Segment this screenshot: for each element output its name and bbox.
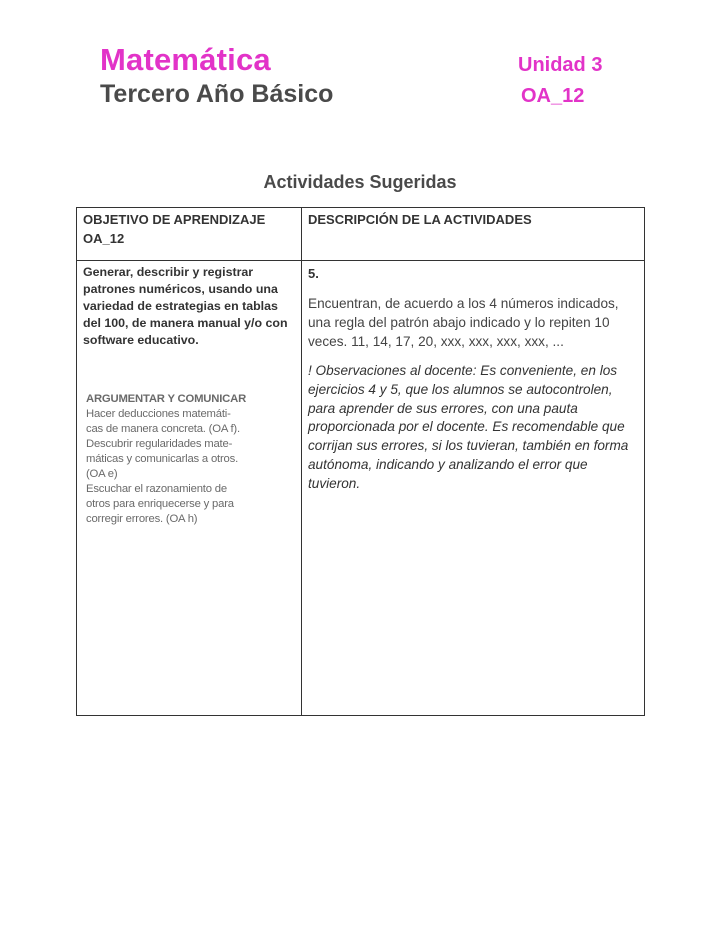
grade-title: Tercero Año Básico — [100, 80, 334, 108]
activities-table — [76, 207, 645, 716]
unit-label: Unidad 3 — [518, 54, 603, 76]
subject-title: Matemática — [100, 42, 271, 77]
skills-line: cas de manera concreta. (OA f). — [86, 423, 240, 435]
skills-block — [86, 392, 295, 527]
objective-text: Generar, describir y registrar patrones numéricos, usando una variedad de estrategias en tablas del 100, de manera manual y/o con software educativo. — [83, 265, 288, 347]
skills-line: Escuchar el razonamiento de — [86, 483, 227, 495]
section-title — [0, 172, 720, 193]
objective-header-line1: OBJETIVO DE APRENDIZAJE — [83, 212, 266, 227]
activity-number: 5. — [308, 266, 319, 281]
section-title-text: Actividades Sugeridas — [263, 172, 457, 192]
activity-text: Encuentran, de acuerdo a los 4 números indicados, una regla del patrón abajo indicado y lo repiten 10 veces. 11, 14, 17, 20, xxx, xxx, xxx, xxx, ... — [308, 296, 619, 349]
table-row — [77, 261, 645, 716]
teacher-note: ! Observaciones al docente: Es conveniente, en los ejercicios 4 y 5, que los alumnos se autocontrolen, para aprender de sus errores, con una pauta proporcionada por el docente. Es recomendable que corrijan sus errores, si los tuvieran, también en forma autónoma, indicando y analizando el error que tuvieron. — [308, 363, 629, 491]
skills-line: (OA e) — [86, 468, 118, 480]
skills-heading: ARGUMENTAR Y COMUNICAR — [86, 393, 247, 405]
skills-line: Hacer deducciones matemáti- — [86, 408, 231, 420]
objective-header-line2: OA_12 — [83, 231, 125, 246]
skills-line: otros para enriquecerse y para — [86, 498, 234, 510]
table-header-row — [77, 208, 645, 261]
objective-code-label: OA_12 — [521, 85, 585, 107]
skills-line: Descubrir regularidades mate- — [86, 438, 233, 450]
skills-line: corregir errores. (OA h) — [86, 513, 198, 525]
skills-line: máticas y comunicarlas a otros. — [86, 453, 239, 465]
description-cell — [302, 261, 645, 716]
objective-cell — [77, 261, 302, 716]
objective-column-header — [77, 208, 302, 261]
description-column-header: DESCRIPCIÓN DE LA ACTIVIDADES — [302, 208, 645, 261]
